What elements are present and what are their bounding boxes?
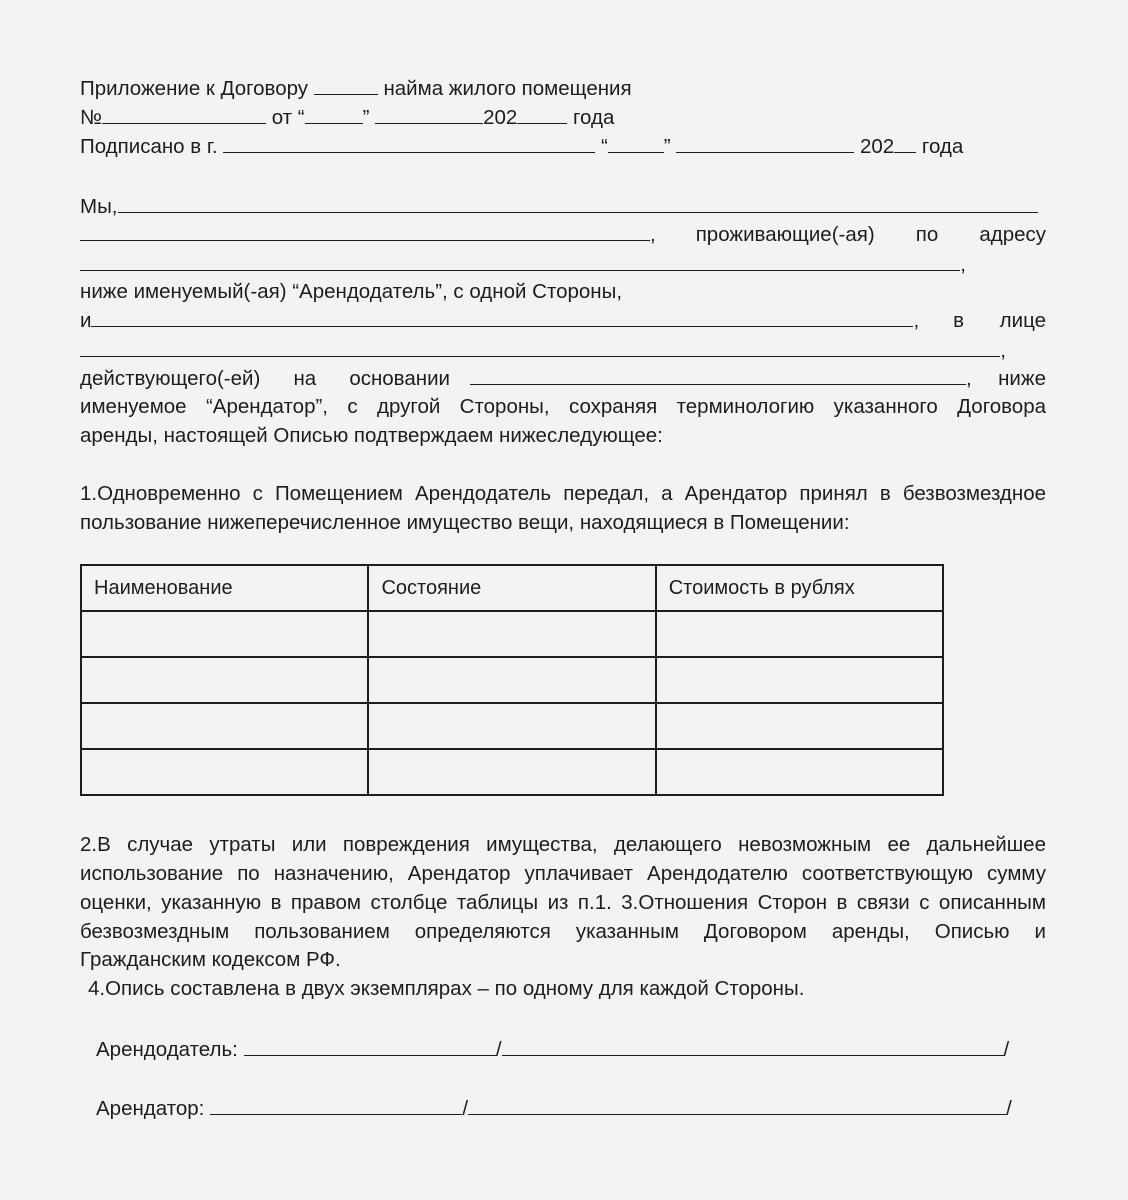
date-year-blank[interactable]	[517, 102, 567, 124]
header-title-prefix: Приложение к Договору	[80, 77, 309, 100]
clause-1-line-1: 1.Одновременно с Помещением Арендодатель передал, а Арендатор принял в безвозмездное	[80, 482, 1046, 505]
table-row	[81, 657, 943, 703]
signed-year-blank[interactable]	[894, 131, 916, 153]
landlord-name-blank[interactable]	[118, 190, 1038, 213]
date-from-label: от “	[271, 106, 305, 129]
city-blank[interactable]	[223, 131, 595, 153]
landlord-signature-label: Арендодатель:	[96, 1038, 238, 1061]
clause-2-line-2: использование по назначению, Арендатор уплачивает Арендодателю соответствующую сумму	[80, 862, 1046, 885]
column-header-name: Наименование	[81, 565, 368, 611]
header-title-suffix: найма жилого помещения	[383, 77, 632, 100]
table-cell[interactable]	[81, 657, 368, 703]
clause-2-line-3: оценки, указанную в правом столбце таблицы из п.1. 3.Отношения Сторон в связи с описанным	[80, 891, 1046, 914]
date-day-blank[interactable]	[305, 102, 363, 124]
landlord-name-continued-blank[interactable]	[80, 219, 650, 241]
date-month-blank[interactable]	[375, 102, 483, 124]
clause-1-line-2: пользование нижеперечисленное имущество вещи, находящиеся в Помещении:	[80, 511, 850, 534]
parties-line-7: действующего(-ей) на основании , ниже	[80, 363, 1046, 393]
header-line-1	[80, 73, 632, 103]
clause-2-line-4: безвозмездным пользованием определяются указанным Договором аренды, Описью и	[80, 920, 1046, 943]
tenant-signature-line: Арендатор: / /	[96, 1093, 1012, 1123]
tenant-signature-blank[interactable]	[210, 1093, 462, 1115]
landlord-address-blank[interactable]	[80, 248, 960, 271]
table-cell[interactable]	[656, 611, 943, 657]
tenant-designation-line: именуемое “Арендатор”, с другой Стороны, сохраняя терминологию указанного Договора	[80, 395, 1046, 418]
table-cell[interactable]	[656, 749, 943, 795]
document-number-blank[interactable]	[102, 102, 266, 124]
parties-line-2: , проживающие(-ая) по адресу	[80, 219, 1046, 249]
table-cell[interactable]	[81, 703, 368, 749]
clause-2-line-5: Гражданским кодексом РФ.	[80, 948, 341, 971]
table-cell[interactable]	[368, 657, 655, 703]
tenant-name-print-blank[interactable]	[468, 1093, 1006, 1115]
signed-in-label: Подписано в г.	[80, 135, 218, 158]
we-label: Мы,	[80, 195, 118, 218]
column-header-condition: Состояние	[368, 565, 655, 611]
column-header-cost: Стоимость в рублях	[656, 565, 943, 611]
table-cell[interactable]	[81, 611, 368, 657]
landlord-name-print-blank[interactable]	[502, 1034, 1004, 1056]
inventory-table	[80, 564, 944, 796]
table-header-row	[81, 565, 943, 611]
basis-document-blank[interactable]	[470, 363, 966, 385]
contract-number-blank[interactable]	[314, 73, 378, 95]
date-year-prefix: 202	[483, 106, 518, 129]
parties-line-1	[80, 190, 1038, 221]
table-row	[81, 611, 943, 657]
table-cell[interactable]	[368, 749, 655, 795]
number-sign: №	[80, 106, 102, 129]
table-row	[81, 749, 943, 795]
parties-line-3: ,	[80, 248, 966, 279]
table-row	[81, 703, 943, 749]
table-cell[interactable]	[656, 703, 943, 749]
representative-blank[interactable]	[80, 334, 1000, 357]
table-cell[interactable]	[656, 657, 943, 703]
landlord-signature-blank[interactable]	[244, 1034, 496, 1056]
signed-month-blank[interactable]	[676, 131, 854, 153]
landlord-designation-line: ниже именуемый(-ая) “Арендодатель”, с одной Стороны,	[80, 280, 623, 303]
clause-2-line-1: 2.В случае утраты или повреждения имущества, делающего невозможным ее дальнейшее	[80, 833, 1046, 856]
tenant-signature-label: Арендатор:	[96, 1097, 205, 1120]
clause-4: 4.Опись составлена в двух экземплярах – по одному для каждой Стороны.	[88, 977, 805, 1000]
parties-line-5: и , в лице	[80, 305, 1046, 335]
header-line-2: № от “ ” 202 года	[80, 102, 614, 132]
header-line-3: Подписано в г. “ ” 202 года	[80, 131, 963, 161]
confirm-line: аренды, настоящей Описью подтверждаем нижеследующее:	[80, 424, 663, 447]
table-cell[interactable]	[368, 703, 655, 749]
table-cell[interactable]	[81, 749, 368, 795]
tenant-name-blank[interactable]	[91, 305, 913, 327]
parties-line-6: ,	[80, 334, 1006, 365]
landlord-signature-line: Арендодатель: / /	[96, 1034, 1009, 1064]
signed-day-blank[interactable]	[608, 131, 664, 153]
table-cell[interactable]	[368, 611, 655, 657]
